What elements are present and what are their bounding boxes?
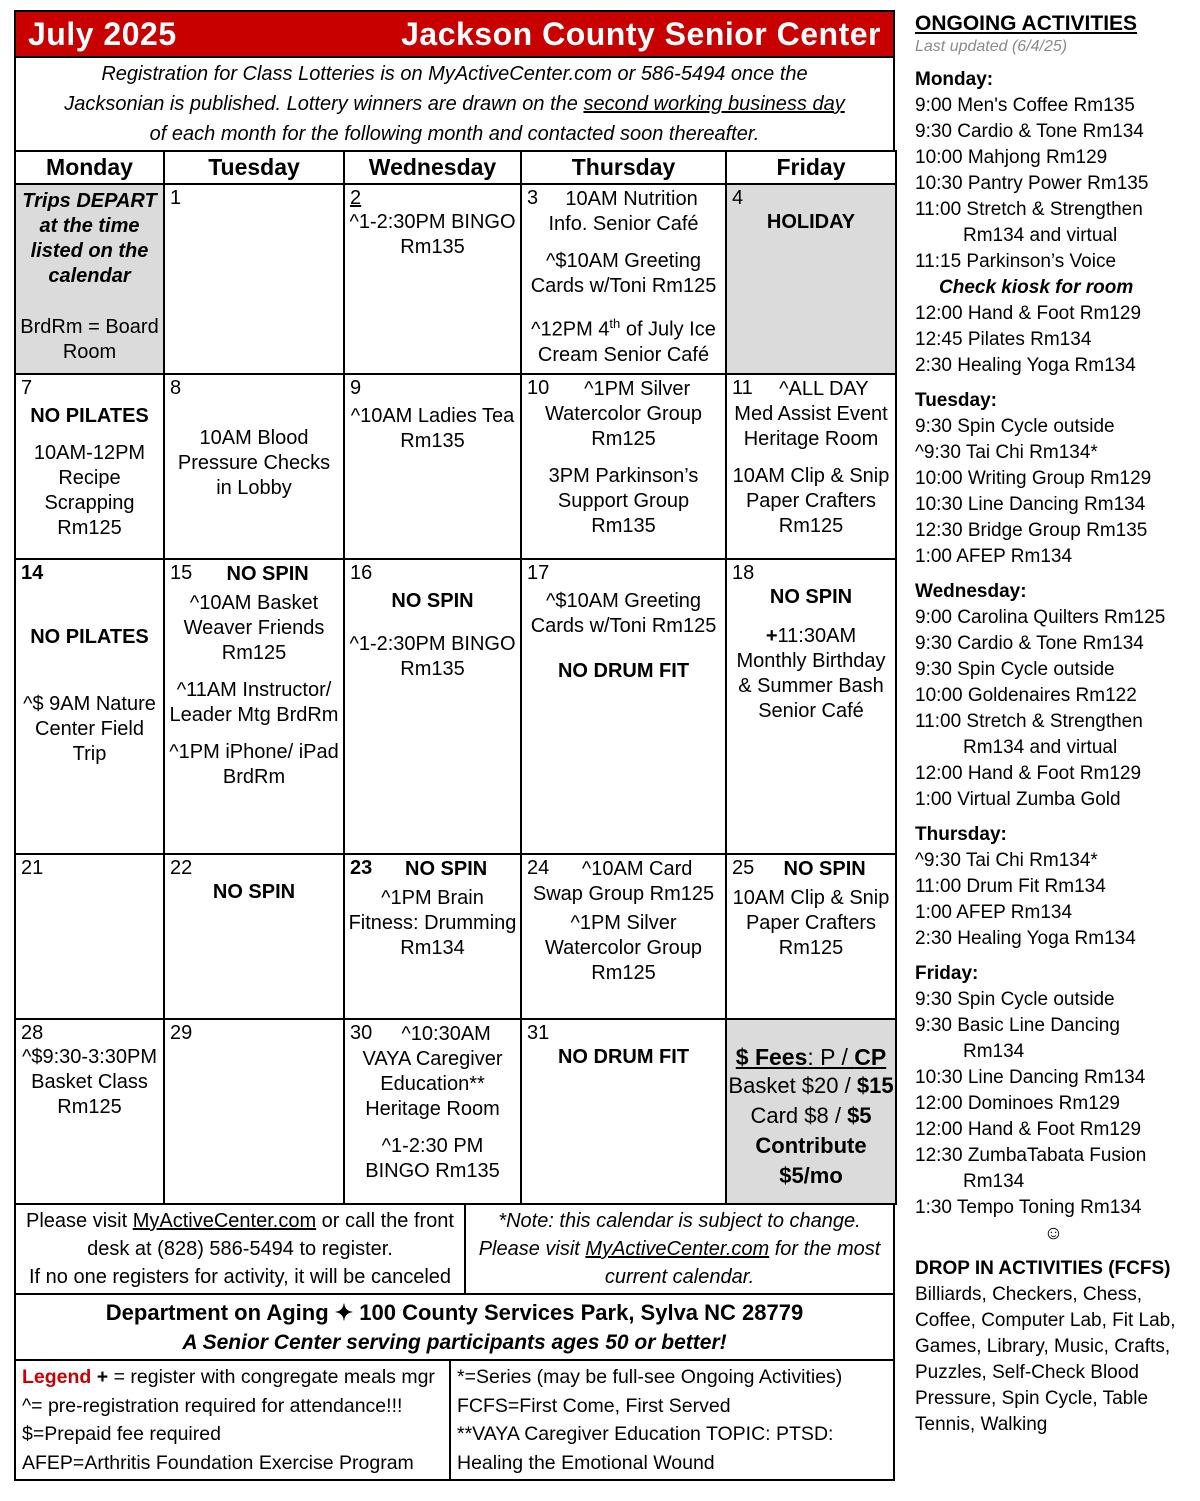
- activity-item: 10:30 Pantry Power Rm135: [915, 173, 1149, 194]
- legend-label: Legend: [22, 1366, 92, 1388]
- legend-line: [22, 1363, 443, 1392]
- activity-item: 10:00 Writing Group Rm129: [915, 468, 1152, 489]
- day-cell-18: [726, 559, 896, 854]
- activity-item: 9:30 Spin Cycle outside: [915, 659, 1115, 680]
- event: NO SPIN: [212, 881, 296, 903]
- day-cell-9: [344, 374, 521, 559]
- event: NO SPIN: [405, 858, 488, 880]
- registration-notice: [14, 58, 895, 152]
- activity-item: 12:00 Dominoes Rm129: [915, 1093, 1120, 1114]
- day-number: 10: [527, 377, 550, 399]
- day-number: 11: [732, 377, 753, 399]
- register-text: or call the front desk at (828) 586-5494 to register.: [87, 1210, 454, 1260]
- event: ^10:30AM: [401, 1023, 491, 1045]
- fees-part: CP: [854, 1044, 887, 1070]
- activity-item: 2:30 Healing Yoga Rm134: [915, 355, 1136, 376]
- event: NO PILATES: [30, 626, 149, 648]
- fees-header: [727, 1044, 895, 1071]
- event: 10AM-12PM Recipe Scrapping Rm125: [33, 442, 146, 539]
- weekday-thursday: Thursday: [521, 151, 726, 184]
- note-text: Please visit: [478, 1238, 586, 1260]
- day-number: 16: [350, 562, 373, 584]
- ordinal-suffix: th: [609, 316, 621, 331]
- activity-item: Rm134 and virtual: [963, 737, 1118, 758]
- address-line: Department on Aging ✦ 100 County Services Park, Sylva NC 28779: [105, 1300, 804, 1325]
- day-cell-30: [344, 1019, 521, 1204]
- activity-item: 2:30 Healing Yoga Rm134: [915, 928, 1136, 949]
- event-part: 11:30AM Monthly Birthday & Summer Bash Senior Café: [736, 625, 886, 722]
- myactivecenter-link[interactable]: MyActiveCenter.com: [132, 1210, 317, 1232]
- day-cell-3: [521, 184, 726, 374]
- legend-line: Healing the Emotional Wound: [457, 1451, 715, 1474]
- activity-item: 12:00 Hand & Foot Rm129: [915, 763, 1142, 784]
- legend-part: = register with congregate meals mgr: [113, 1366, 435, 1388]
- notice-underlined: second working business day: [583, 93, 845, 115]
- event: 10AM Clip & Snip Paper Crafters Rm125: [732, 887, 890, 959]
- day-cell-23: [344, 854, 521, 1019]
- day-number: 2: [350, 187, 362, 209]
- day-cell-31: [521, 1019, 726, 1204]
- weekday-friday: Friday: [726, 151, 896, 184]
- myactivecenter-link[interactable]: MyActiveCenter.com: [585, 1238, 770, 1260]
- register-text: Please visit: [26, 1210, 133, 1232]
- tagline: A Senior Center serving participants ages 50 or better!: [182, 1331, 727, 1354]
- activity-item: 1:30 Tempo Toning Rm134: [915, 1197, 1142, 1218]
- event: NO PILATES: [30, 405, 149, 427]
- event: ^1PM Brain Fitness: Drumming Rm134: [348, 887, 517, 959]
- legend-part: +: [91, 1366, 114, 1388]
- activity-item: 12:45 Pilates Rm134: [915, 329, 1092, 350]
- event: NO DRUM FIT: [557, 1046, 690, 1068]
- legend-left: [14, 1359, 451, 1481]
- activity-item: 11:00 Stretch & Strengthen: [915, 711, 1143, 732]
- dropin-title: DROP IN ACTIVITIES (FCFS): [915, 1258, 1171, 1279]
- smiley-icon: ☺: [1043, 1223, 1064, 1244]
- day-number: 30: [350, 1022, 373, 1044]
- month-title: July 2025: [28, 15, 177, 52]
- trips-note: Trips DEPART at the time listed on the calendar: [22, 190, 157, 287]
- activity-item: Rm134: [963, 1041, 1025, 1062]
- fees-part: Card $8 /: [750, 1103, 848, 1128]
- event-part: of July Ice Cream Senior Café: [537, 318, 716, 366]
- event: Info. Senior Café: [548, 213, 699, 235]
- event: ^ALL DAY: [779, 378, 869, 400]
- event: ^$10AM Greeting Cards w/Toni Rm125: [530, 590, 717, 637]
- day-cell-11: [726, 374, 896, 559]
- day-cell-29: [164, 1019, 344, 1204]
- day-cell-17: [521, 559, 726, 854]
- event: ^1PM iPhone/ iPad BrdRm: [169, 741, 339, 788]
- dropin-list: Billiards, Checkers, Chess, Coffee, Computer Lab, Fit Lab, Games, Library, Music, Crafts, Puzzles, Self-Check Blood Pressure, Spin Cycle, Table Tennis, Walking: [915, 1284, 1176, 1435]
- activity-item: 10:30 Line Dancing Rm134: [915, 494, 1146, 515]
- section-label-friday: Friday:: [915, 963, 979, 984]
- day-cell-7: [15, 374, 164, 559]
- weekday-tuesday: Tuesday: [164, 151, 344, 184]
- day-cell-1: [164, 184, 344, 374]
- section-label-tuesday: Tuesday:: [915, 390, 998, 411]
- activity-item: 12:00 Hand & Foot Rm129: [915, 303, 1142, 324]
- day-number: 28: [21, 1022, 44, 1044]
- fees-card: [727, 1101, 895, 1131]
- day-cell-8: [164, 374, 344, 559]
- register-text: If no one registers for activity, it will be canceled: [28, 1266, 452, 1288]
- title-bar: [14, 10, 895, 58]
- activity-item: 10:00 Goldenaires Rm122: [915, 685, 1137, 706]
- activity-item: 9:30 Cardio & Tone Rm134: [915, 121, 1144, 142]
- event: ^11AM Instructor/ Leader Mtg BrdRm: [169, 679, 339, 726]
- activity-item: 1:00 AFEP Rm134: [915, 546, 1073, 567]
- event: ^1PM Silver Watercolor Group Rm125: [544, 912, 703, 984]
- event: [525, 311, 722, 368]
- day-number: 4: [732, 187, 744, 209]
- event: Med Assist Event Heritage Room: [734, 403, 888, 450]
- activity-item: 10:00 Mahjong Rm129: [915, 147, 1108, 168]
- register-info: [14, 1203, 466, 1295]
- fees-part: $ Fees: [735, 1044, 808, 1070]
- day-cell-14: [15, 559, 164, 854]
- day-cell-15: [164, 559, 344, 854]
- activity-item: Check kiosk for room: [939, 277, 1134, 298]
- event: 10AM Blood Pressure Checks in Lobby: [177, 427, 331, 499]
- last-updated: Last updated (6/4/25): [915, 38, 1068, 55]
- day-number: 31: [527, 1022, 550, 1044]
- fees-part: Basket $20 /: [728, 1073, 857, 1098]
- activity-item: Rm134: [963, 1171, 1025, 1192]
- event: 3PM Parkinson’s Support Group Rm135: [548, 465, 699, 537]
- holiday-label: HOLIDAY: [766, 211, 856, 233]
- sidebar-title: ONGOING ACTIVITIES: [915, 12, 1138, 35]
- day-cell-4-holiday: [726, 184, 896, 374]
- legend-line: $=Prepaid fee required: [22, 1423, 221, 1445]
- brdrm-note: BrdRm = Board Room: [20, 316, 159, 363]
- event: ^1-2:30PM BINGO Rm135: [349, 211, 516, 258]
- info-cell-trips: [15, 184, 164, 374]
- event: NO SPIN: [226, 563, 309, 585]
- activity-item: Rm134 and virtual: [963, 225, 1118, 246]
- day-number: 1: [170, 187, 182, 209]
- event: ^$10AM Greeting Cards w/Toni Rm125: [530, 250, 717, 297]
- event: NO SPIN: [391, 590, 474, 612]
- weekday-monday: Monday: [15, 151, 164, 184]
- section-label-thursday: Thursday:: [915, 824, 1007, 845]
- address-block: [14, 1293, 895, 1361]
- event: ^10AM Basket Weaver Friends Rm125: [183, 592, 325, 664]
- day-number: 3: [527, 187, 539, 209]
- day-cell-16: [344, 559, 521, 854]
- event: ^1-2:30 PM BINGO Rm135: [365, 1135, 500, 1182]
- event: NO SPIN: [769, 586, 853, 608]
- change-note: [464, 1203, 895, 1295]
- day-number: 17: [527, 562, 550, 584]
- activity-item: ^9:30 Tai Chi Rm134*: [915, 442, 1098, 463]
- legend-line: FCFS=First Come, First Served: [457, 1394, 731, 1417]
- ongoing-activities-sidebar: [915, 10, 1192, 1481]
- calendar-panel: [14, 10, 895, 1481]
- day-number: 9: [350, 377, 362, 399]
- activity-item: 9:30 Spin Cycle outside: [915, 989, 1115, 1010]
- legend-line: **VAYA Caregiver Education TOPIC: PTSD:: [457, 1423, 834, 1445]
- section-label-monday: Monday:: [915, 69, 994, 90]
- activity-item: 1:00 AFEP Rm134: [915, 902, 1073, 923]
- day-cell-28: [15, 1019, 164, 1204]
- fees-cell: [726, 1019, 896, 1204]
- event: ^10AM Card: [581, 858, 693, 880]
- legend-line: AFEP=Arthritis Foundation Exercise Program: [22, 1451, 414, 1474]
- day-cell-24: [521, 854, 726, 1019]
- activity-item: 12:30 ZumbaTabata Fusion: [915, 1145, 1147, 1166]
- day-number: 24: [527, 857, 550, 879]
- fees-basket: [727, 1071, 895, 1101]
- day-cell-2: [344, 184, 521, 374]
- activity-item: 9:00 Men's Coffee Rm135: [915, 95, 1135, 116]
- day-cell-25: [726, 854, 896, 1019]
- day-number: 7: [21, 377, 33, 399]
- note-text: for the most current calendar.: [604, 1238, 881, 1288]
- legend-line: *=Series (may be full-see Ongoing Activities): [457, 1366, 843, 1388]
- event: NO DRUM FIT: [557, 660, 690, 682]
- footer-row: [14, 1203, 895, 1295]
- activity-item: 11:15 Parkinson’s Voice: [915, 251, 1117, 272]
- activity-item: 9:30 Basic Line Dancing: [915, 1015, 1120, 1036]
- section-label-wednesday: Wednesday:: [915, 581, 1027, 602]
- fees-part: $15: [856, 1073, 894, 1098]
- day-number: 22: [170, 857, 193, 879]
- event: Swap Group Rm125: [532, 883, 715, 905]
- day-number: 18: [732, 562, 755, 584]
- event: ^1-2:30PM BINGO Rm135: [349, 633, 516, 680]
- event: VAYA Caregiver Education** Heritage Room: [362, 1048, 503, 1120]
- activity-item: 9:30 Spin Cycle outside: [915, 416, 1115, 437]
- event: ^$9:30-3:30PM Basket Class Rm125: [21, 1046, 158, 1118]
- notice-line1: Registration for Class Lotteries is on MyActiveCenter.com or 586-5494 once the: [101, 63, 808, 85]
- legend-line: ^= pre-registration required for attendance!!!: [22, 1394, 403, 1417]
- calendar-grid: [14, 150, 897, 1205]
- day-number: 15: [170, 562, 193, 584]
- event: [730, 624, 892, 724]
- day-number: 8: [170, 377, 182, 399]
- day-cell-22: [164, 854, 344, 1019]
- fees-contribute: Contribute $5/mo: [755, 1133, 867, 1188]
- weekday-header-row: [15, 151, 896, 184]
- day-number: 23: [350, 857, 373, 879]
- activity-item: 12:30 Bridge Group Rm135: [915, 520, 1148, 541]
- day-cell-21: [15, 854, 164, 1019]
- activity-item: 11:00 Drum Fit Rm134: [915, 876, 1106, 897]
- event-part: +: [765, 625, 778, 647]
- event: ^10AM Ladies Tea Rm135: [350, 405, 515, 452]
- legend-right: [449, 1359, 895, 1481]
- center-title: Jackson County Senior Center: [401, 15, 881, 52]
- day-number: 14: [21, 562, 44, 584]
- day-number: 25: [732, 857, 755, 879]
- day-number: 29: [170, 1022, 193, 1044]
- activity-item: 1:00 Virtual Zumba Gold: [915, 789, 1121, 810]
- fees-part: $5: [847, 1103, 872, 1128]
- notice-line3: of each month for the following month and contacted soon thereafter.: [149, 123, 760, 145]
- legend-row: [14, 1359, 895, 1481]
- event: 10AM Clip & Snip Paper Crafters Rm125: [732, 465, 890, 537]
- activity-item: 9:30 Cardio & Tone Rm134: [915, 633, 1144, 654]
- event: NO SPIN: [783, 858, 866, 880]
- day-cell-10: [521, 374, 726, 559]
- notice-line2: Jacksonian is published. Lottery winners are drawn on the: [64, 93, 584, 115]
- event: ^$ 9AM Nature Center Field Trip: [23, 693, 156, 765]
- activity-item: 12:00 Hand & Foot Rm129: [915, 1119, 1142, 1140]
- day-number: 21: [21, 857, 44, 879]
- fees-part: : P /: [807, 1044, 855, 1070]
- event-part: ^12PM 4: [531, 318, 610, 341]
- weekday-wednesday: Wednesday: [344, 151, 521, 184]
- note-text: *Note: this calendar is subject to change.: [498, 1210, 861, 1232]
- activity-item: 9:00 Carolina Quilters Rm125: [915, 607, 1166, 628]
- event: 10AM Nutrition: [565, 188, 698, 210]
- event: ^1PM Silver: [584, 378, 691, 400]
- activity-item: 10:30 Line Dancing Rm134: [915, 1067, 1146, 1088]
- activity-item: ^9:30 Tai Chi Rm134*: [915, 850, 1098, 871]
- event: Watercolor Group Rm125: [544, 403, 703, 450]
- activity-item: 11:00 Stretch & Strengthen: [915, 199, 1143, 220]
